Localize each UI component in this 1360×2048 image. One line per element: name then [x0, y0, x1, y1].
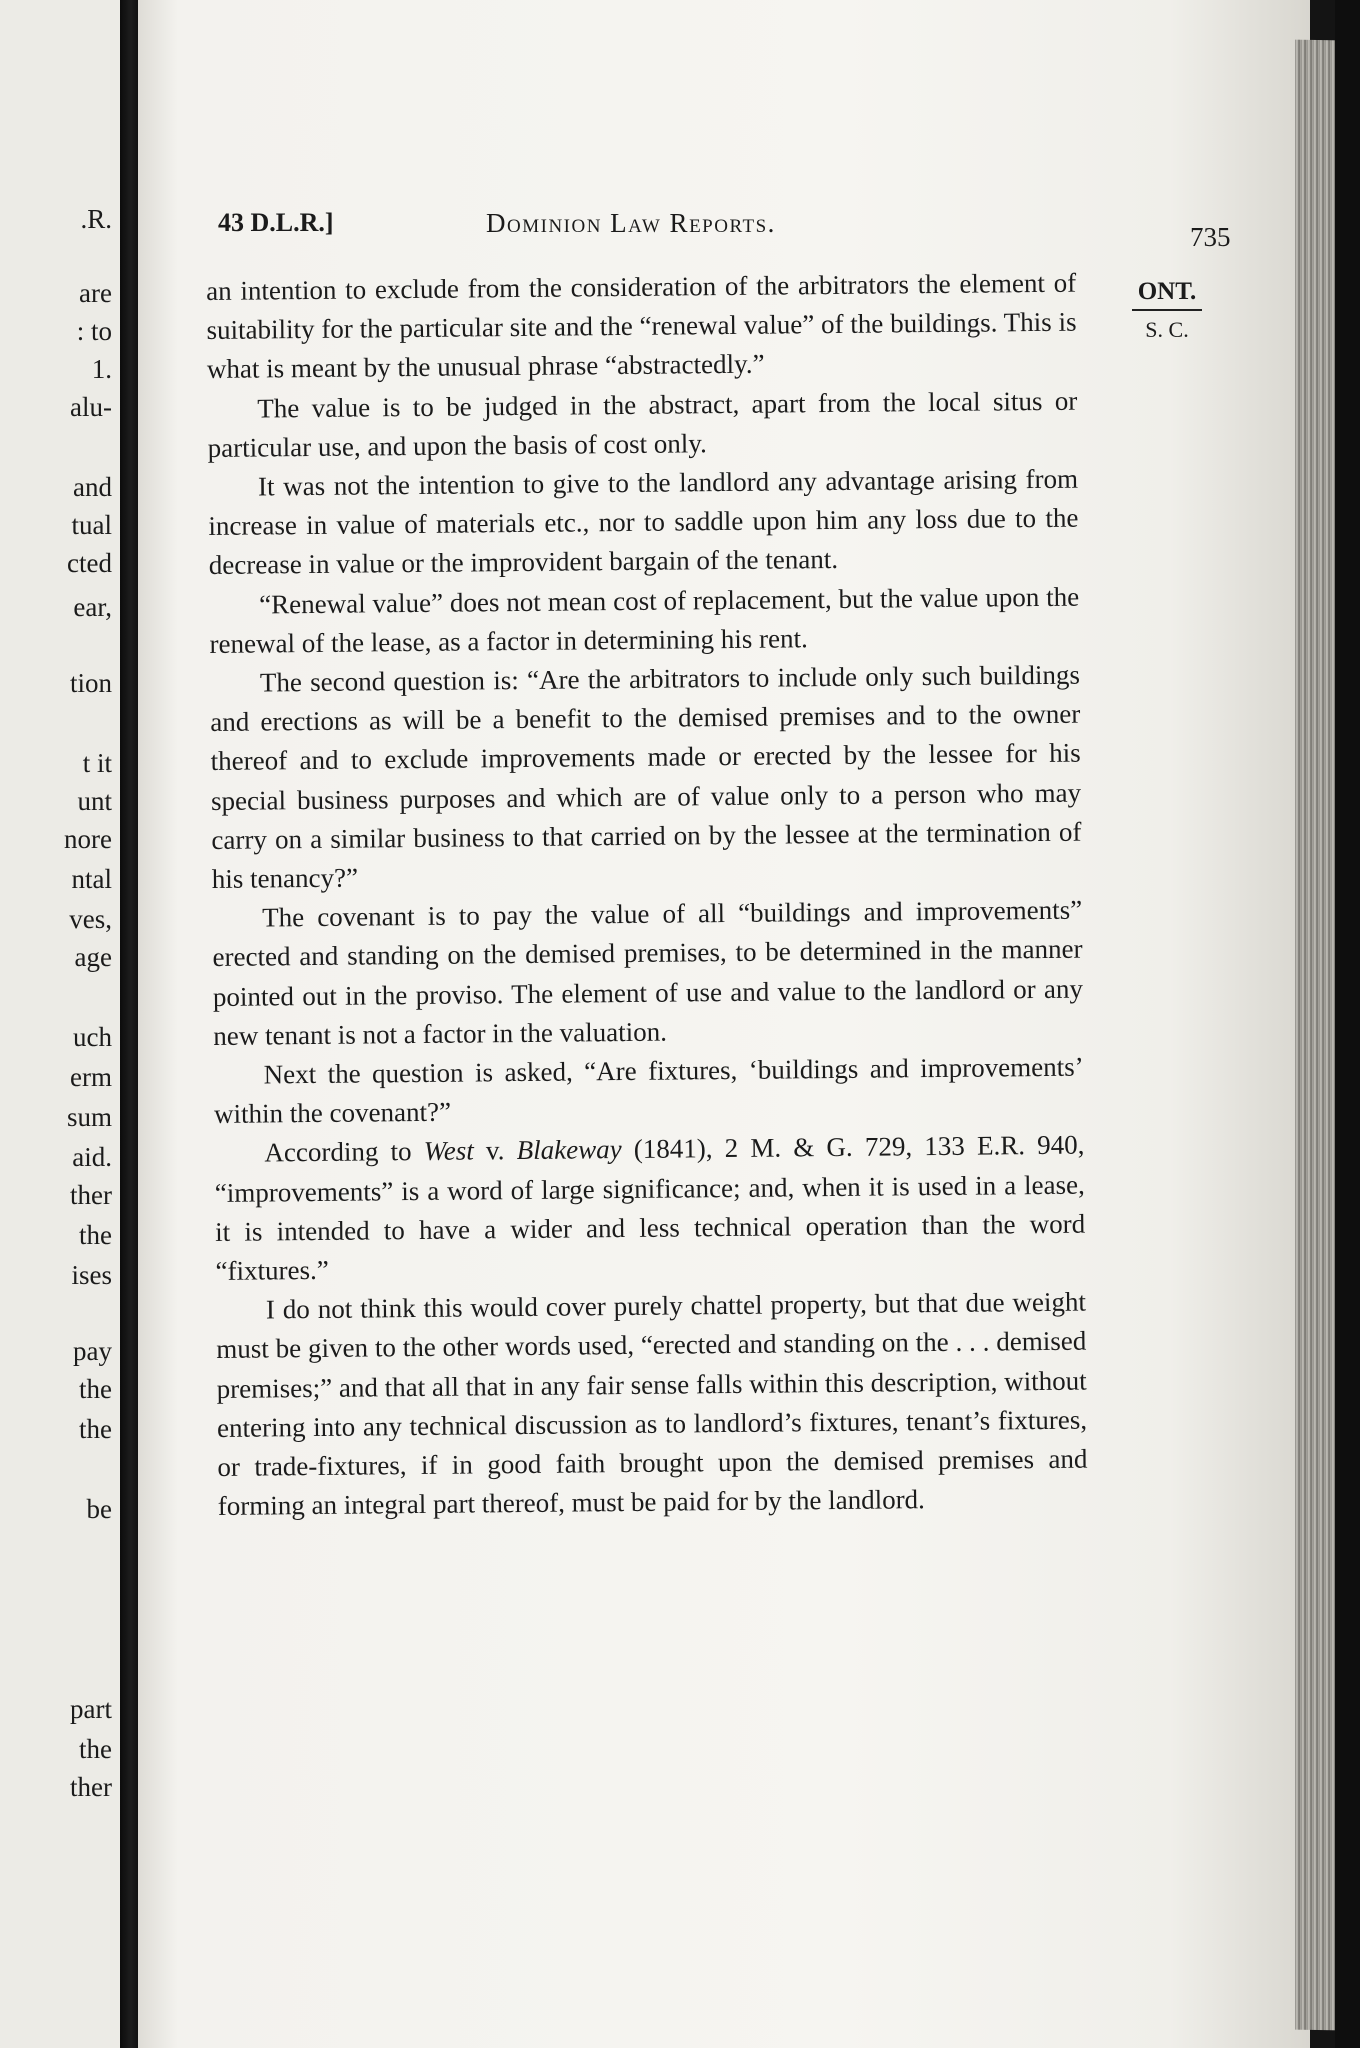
citation-lead: According to	[264, 1136, 424, 1168]
left-page-word: tual	[71, 510, 112, 540]
paragraph-9: I do not think this would cover purely chattel property, but that due weight must be given to the other words used, “erected and standing on the . . . demised premises;” and that all that in any fair sense falls within this description, without entering into any technical discussion as to landlord’s fixtures, tenant’s fixtures, or trade-fixtures, if in good faith brought upon the demised premises and forming an integral part thereof, must be paid for by the landlord.	[216, 1286, 1088, 1522]
citation-rest: (1841), 2 M. & G. 729, 133 E.R. 940, “improvements” is a word of large significance; and, when it is used in a lease, it is intended to have a wider and less technical operation than the word “fixtures.”	[214, 1130, 1086, 1287]
left-page-word: ear,	[73, 592, 112, 622]
page-edges	[1295, 40, 1340, 2031]
left-page-word: age	[74, 942, 112, 972]
left-page-word: alu-	[70, 392, 112, 422]
left-page-word: : to	[76, 316, 112, 346]
left-page-word: uch	[73, 1022, 112, 1052]
left-page-word: pay	[73, 1336, 112, 1366]
margin-note	[1132, 278, 1202, 343]
left-page-fragment	[0, 0, 120, 2048]
paragraph-2: The value is to be judged in the abstract, apart from the local situs or particular use, and upon the basis of cost only.	[207, 385, 1078, 463]
case-name-defendant: Blakeway	[516, 1134, 622, 1166]
edge-shadow	[1335, 0, 1360, 2048]
left-page-word: be	[86, 1494, 112, 1524]
left-page-word: ther	[70, 1180, 112, 1210]
paragraph-6: The covenant is to pay the value of all “buildings and improvements” erected and standing on the demised premises, to be determined in the manner pointed out in the proviso. The element of use and value to the landlord or any new tenant is not a factor in the valuation.	[212, 894, 1084, 1051]
running-header	[218, 208, 1238, 252]
publication-title: Dominion Law Reports.	[486, 208, 776, 238]
volume-reference: 43 D.L.R.]	[218, 208, 334, 237]
left-page-word: ves,	[69, 904, 112, 934]
left-page-word: part	[70, 1694, 112, 1724]
left-page-word: erm	[70, 1062, 112, 1092]
left-page-word: ther	[70, 1772, 112, 1802]
left-page-word: t it	[82, 748, 112, 778]
left-page-word: .R.	[80, 204, 112, 234]
left-page-word: 1.	[91, 354, 112, 384]
left-page-word: unt	[77, 786, 112, 816]
court-label: S. C.	[1145, 317, 1189, 342]
page-number: 735	[1190, 222, 1231, 252]
case-name-plaintiff: West	[423, 1135, 474, 1167]
paragraph-3: It was not the intention to give to the landlord any advantage arising from increase in value of materials etc., nor to saddle upon him any loss due to the decrease in value or the improvident bargain of the tenant.	[208, 463, 1079, 581]
left-page-word: tion	[69, 668, 112, 698]
left-page-word: the	[79, 1220, 112, 1250]
book-gutter	[120, 0, 138, 2048]
left-page-word: ntal	[71, 864, 112, 894]
body-text	[206, 264, 1088, 1527]
left-page-word: the	[79, 1414, 112, 1444]
left-page-word: the	[79, 1374, 112, 1404]
left-page-word: aid.	[72, 1142, 112, 1172]
left-page-word: sum	[66, 1102, 112, 1132]
left-page-word: nore	[64, 824, 112, 854]
left-page-word: ises	[71, 1260, 112, 1290]
paragraph-5: The second question is: “Are the arbitrators to include only such buildings and erections as will be a benefit to the demised premises and to the owner thereof and to exclude improvements made or erected by the lessee for his special business purposes and which are of value only to a person who may carry on a similar business to that carried on by the lessee at the termination of his tenancy?”	[210, 659, 1082, 895]
left-page-word: and	[73, 472, 112, 502]
paragraph-1: an intention to exclude from the consideration of the arbitrators the element of suitability for the particular site and the “renewal value” of the buildings. This is what is meant by the unusual phrase “abstractedly.”	[206, 267, 1077, 385]
left-page-word: the	[79, 1734, 112, 1764]
paragraph-7: Next the question is asked, “Are fixtures, ‘buildings and improvements’ within the covenant?”	[213, 1051, 1084, 1130]
case-versus: v.	[473, 1135, 517, 1166]
left-page-word: cted	[67, 548, 112, 578]
left-page-word: are	[79, 278, 112, 308]
paragraph-8	[214, 1126, 1085, 1291]
paragraph-4: “Renewal value” does not mean cost of replacement, but the value upon the renewal of the lease, as a factor in determining his rent.	[209, 581, 1080, 659]
jurisdiction-label: ONT.	[1132, 278, 1202, 311]
